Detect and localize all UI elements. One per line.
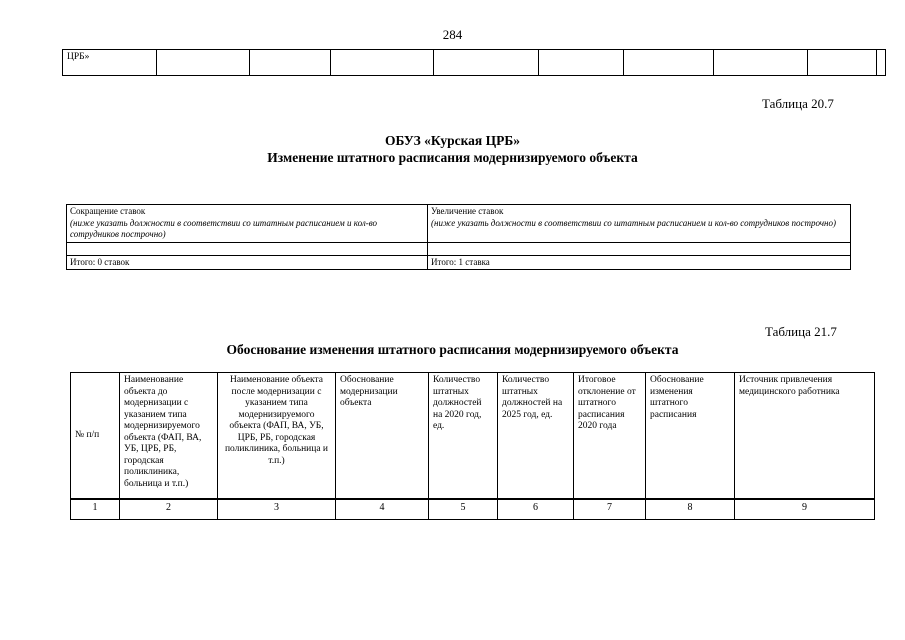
table-21-label: Таблица 21.7	[765, 324, 837, 339]
column-header: Наименование объекта до модернизации с указанием типа модернизируемого объекта (ФАП, ВА, УБ, ЦРБ, РБ, городская поликлиника, больница и т.п.)	[120, 373, 218, 499]
column-number-row	[71, 500, 875, 520]
table-row	[67, 205, 851, 243]
reduction-header-cell	[67, 205, 428, 243]
column-header: Обоснование модернизации объекта	[336, 373, 429, 499]
column-header: Источник привлечения медицинского работника	[735, 373, 875, 499]
table-cell	[249, 50, 330, 76]
table-20-label: Таблица 20.7	[762, 96, 834, 111]
table-header-row	[71, 373, 875, 499]
table-21-title: Обоснование изменения штатного расписания модернизируемого объекта	[226, 342, 679, 357]
column-number: 6	[498, 500, 574, 520]
increase-total: Итого: 1 ставка	[428, 255, 851, 270]
table-row	[67, 242, 851, 255]
table-cell	[539, 50, 623, 76]
reduction-note: (ниже указать должности в соответствии со штатным расписанием и кол-во сотрудников построчно)	[70, 217, 378, 239]
table-cell	[877, 50, 886, 76]
table-row	[67, 255, 851, 270]
column-header: Наименование объекта после модернизации с указанием типа модернизируемого объекта (ФАП, ВА, УБ, ЦРБ, РБ, городская поликлиника, больница и т.п.)	[218, 373, 336, 499]
column-number: 1	[71, 500, 120, 520]
staff-change-table	[66, 204, 851, 270]
organization-title: ОБУЗ «Курская ЦРБ»	[384, 133, 521, 148]
table-cell	[156, 50, 249, 76]
table-cell	[331, 50, 433, 76]
table-cell	[67, 242, 428, 255]
column-header: Количество штатных должностей на 2020 год, ед.	[429, 373, 498, 499]
column-header: Количество штатных должностей на 2025 год, ед.	[498, 373, 574, 499]
increase-header-cell	[428, 205, 851, 243]
table-cell	[623, 50, 713, 76]
column-number: 7	[574, 500, 646, 520]
table-cell	[808, 50, 877, 76]
increase-note: (ниже указать должности в соответствии со штатным расписанием и кол-во сотрудников построчно)	[431, 217, 836, 228]
table-cell	[433, 50, 538, 76]
continuation-table	[62, 49, 886, 76]
page-number: 284	[442, 27, 463, 42]
column-number: 8	[646, 500, 735, 520]
table-20-title: Изменение штатного расписания модернизируемого объекта	[267, 150, 638, 165]
table-cell: ЦРБ»	[63, 50, 157, 76]
column-number: 5	[429, 500, 498, 520]
justification-table	[70, 372, 875, 520]
table-cell	[428, 242, 851, 255]
column-number: 2	[120, 500, 218, 520]
column-header: Итоговое отклонение от штатного расписания 2020 года	[574, 373, 646, 499]
table-cell	[713, 50, 807, 76]
increase-header: Увеличение ставок	[431, 206, 504, 216]
column-number: 3	[218, 500, 336, 520]
column-number: 4	[336, 500, 429, 520]
column-number: 9	[735, 500, 875, 520]
reduction-total: Итого: 0 ставок	[67, 255, 428, 270]
table-row	[63, 50, 886, 76]
column-header: Обоснование изменения штатного расписания	[646, 373, 735, 499]
column-header: № п/п	[71, 373, 120, 499]
reduction-header: Сокращение ставок	[70, 206, 146, 216]
